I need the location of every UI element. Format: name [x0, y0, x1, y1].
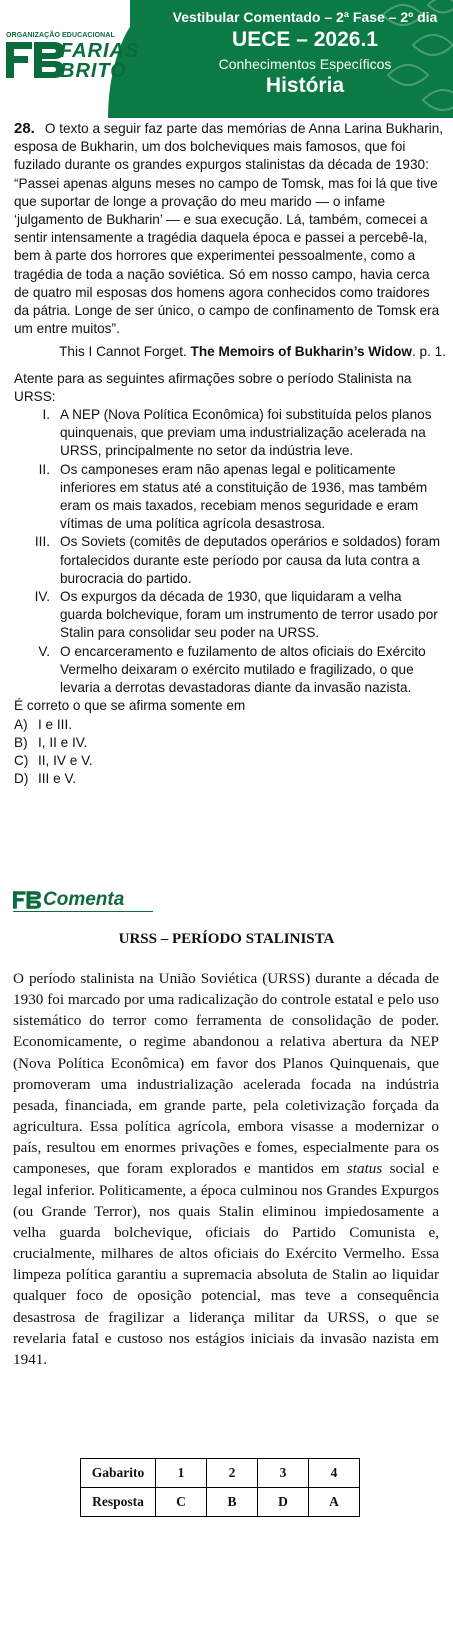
option-letter: A) [14, 716, 28, 732]
table-row-resposta [81, 1488, 360, 1517]
statement-item [14, 588, 446, 643]
section-title: URSS – PERÍODO STALINISTA [118, 931, 335, 947]
resposta-answer: D [258, 1488, 309, 1517]
option-text: III e V. [38, 771, 77, 787]
option-letter: B) [14, 734, 28, 750]
option-text: I, II e IV. [38, 734, 88, 750]
page-header [0, 0, 453, 118]
gabarito-number: 2 [207, 1459, 258, 1488]
answer-option [14, 716, 446, 734]
farias-brito-logo-icon [6, 42, 64, 78]
farias-brito-logo-icon [13, 890, 41, 910]
question-ask: É correto o que se afirma somente em [14, 698, 246, 714]
comment-part1: O período stalinista na União Soviética (URSS) durante a década de 1930 foi marcado por uma radicalização do controle estatal e pelo uso sistemático do terror como ferramenta de consolidação de poder. Economicamente, o regime abandonou a relativa abertura da NEP (Nova Política Econômica) em favor dos Planos Quinquenais, que promoveram uma industrialização acelerada focada na indústria pesada, financiada, em grande parte, pela coletivização forçada da agricultura. Essa política agrícola, embora visasse a modernizar o país, resultou em enormes privações e fomes, especialmente para os camponeses, que foram explorados e mantidos em [13, 970, 439, 1178]
option-text: I e III. [38, 716, 72, 732]
statement-number: I. [42, 407, 50, 423]
citation [14, 343, 446, 361]
comment-italic: status [346, 1160, 383, 1178]
question-block [14, 120, 446, 788]
citation-book: The Memoirs of Bukharin’s Widow [190, 344, 412, 360]
gabarito-number: 4 [309, 1459, 360, 1488]
statement-number: II. [38, 461, 50, 477]
resposta-answer: B [207, 1488, 258, 1517]
statement-text: Os Soviets (comitês de deputados operários e soldados) foram fortalecidos durante este período por causa da luta contra a burocracia do partido. [60, 534, 441, 586]
resposta-answer: A [309, 1488, 360, 1517]
logo-name-brito: BRITO [60, 60, 127, 82]
gabarito-number: 3 [258, 1459, 309, 1488]
statement-number: III. [34, 534, 50, 550]
statement-number: IV. [34, 589, 50, 605]
table-row-gabarito [81, 1459, 360, 1488]
resposta-answer: C [156, 1488, 207, 1517]
question-number: 28. [14, 120, 35, 137]
comment-part2: social e legal inferior. Politicamente, a época culminou nos Grandes Expurgos (ou Grande Terror), nos quais Stalin eliminou impiedosamente a velha guarda bolchevique, oficiais do Partido Comunista e, crucialmente, milhares de altos oficiais do Exército Vermelho. Essa limpeza política garantiu a supremacia absoluta de Stalin ao liquidar qualquer foco de oposição potencial, mas teve a consequência desastrosa de fragilizar a liderança militar da URSS, o que se revelaria fatal e custoso nos estágios iniciais da invasão nazista em 1941. [13, 1160, 439, 1368]
option-letter: C) [14, 752, 29, 768]
statement-item [14, 406, 446, 461]
logo-org-label: ORGANIZAÇÃO EDUCACIONAL [6, 32, 115, 39]
exam-edition: UECE – 2026.1 [232, 28, 378, 51]
statement-text: Os expurgos da década de 1930, que liquidaram a velha guarda bolchevique, foram um instrumento de terror usado por Stalin para consolidar seu poder na URSS. [60, 589, 438, 641]
citation-title: This I Cannot Forget. [59, 344, 187, 360]
exam-subject: História [265, 74, 345, 97]
logo-name-farias: FARIAS [60, 40, 140, 62]
statement-text: A NEP (Nova Política Econômica) foi substituída pelos planos quinquenais, que previam uma industrialização acelerada na URSS, principalmente no setor da indústria leve. [60, 407, 432, 459]
statement-item [14, 461, 446, 534]
gabarito-label: Gabarito [81, 1459, 156, 1488]
comenta-label: Comenta [43, 889, 125, 910]
answer-option [14, 770, 446, 788]
answer-table [80, 1458, 360, 1517]
question-intro [14, 120, 446, 338]
statement-list [14, 406, 446, 697]
option-list [14, 716, 446, 789]
answer-option [14, 734, 446, 752]
question-prompt: Atente para as seguintes afirmações sobre o período Stalinista na URSS: [14, 370, 412, 404]
gabarito-number: 1 [156, 1459, 207, 1488]
resposta-label: Resposta [81, 1488, 156, 1517]
statement-text: O encarceramento e fuzilamento de altos oficiais do Exército Vermelho deixaram o exército mutilado e fragilizado, o que levaria a derrotas devastadoras diante da invasão nazista. [60, 643, 426, 696]
option-letter: D) [14, 771, 29, 787]
statement-number: V. [38, 643, 50, 659]
statement-item [14, 643, 446, 698]
citation-page: . p. 1. [411, 344, 446, 360]
comenta-underline [13, 911, 153, 912]
exam-title: Vestibular Comentado – 2ª Fase – 2º dia [172, 9, 438, 25]
comment-text [13, 968, 439, 1370]
statement-text: Os camponeses eram não apenas legal e politicamente inferiores em status até a constituição de 1936, mas também eram os mais taxados, recebiam menos seguridade e eram vítimas de uma política agrícola desastrosa. [60, 461, 428, 532]
option-text: II, IV e V. [38, 752, 93, 768]
statement-item [14, 533, 446, 588]
exam-area: Conhecimentos Específicos [218, 56, 392, 72]
answer-option [14, 752, 446, 770]
question-intro-text: O texto a seguir faz parte das memórias de Anna Larina Bukharin, esposa de Bukharin, um dos bolcheviques mais famosos, que foi fuzilado durante os grandes expurgos stalinistas da década de 1930: “Passei apenas alguns meses no campo de Tomsk, mas foi lá que tive que suportar de longe a provação do meu marido — o infame ‘julgamento de Bukharin’ — e sua execução. Lá, também, comecei a sentir intensamente a tragédia daquela época e passei a percebê-la, bem à parte dos horrores que experimentei pessoalmente, como a tragédia de toda a nação soviética. Só em nosso campo, havia cerca de quatro mil esposas dos homens agora conhecidos como traidores da pátria. Longe de ser único, o campo de confinamento de Tomsk era um entre muitos”. [14, 121, 444, 337]
comenta-heading [13, 890, 153, 912]
